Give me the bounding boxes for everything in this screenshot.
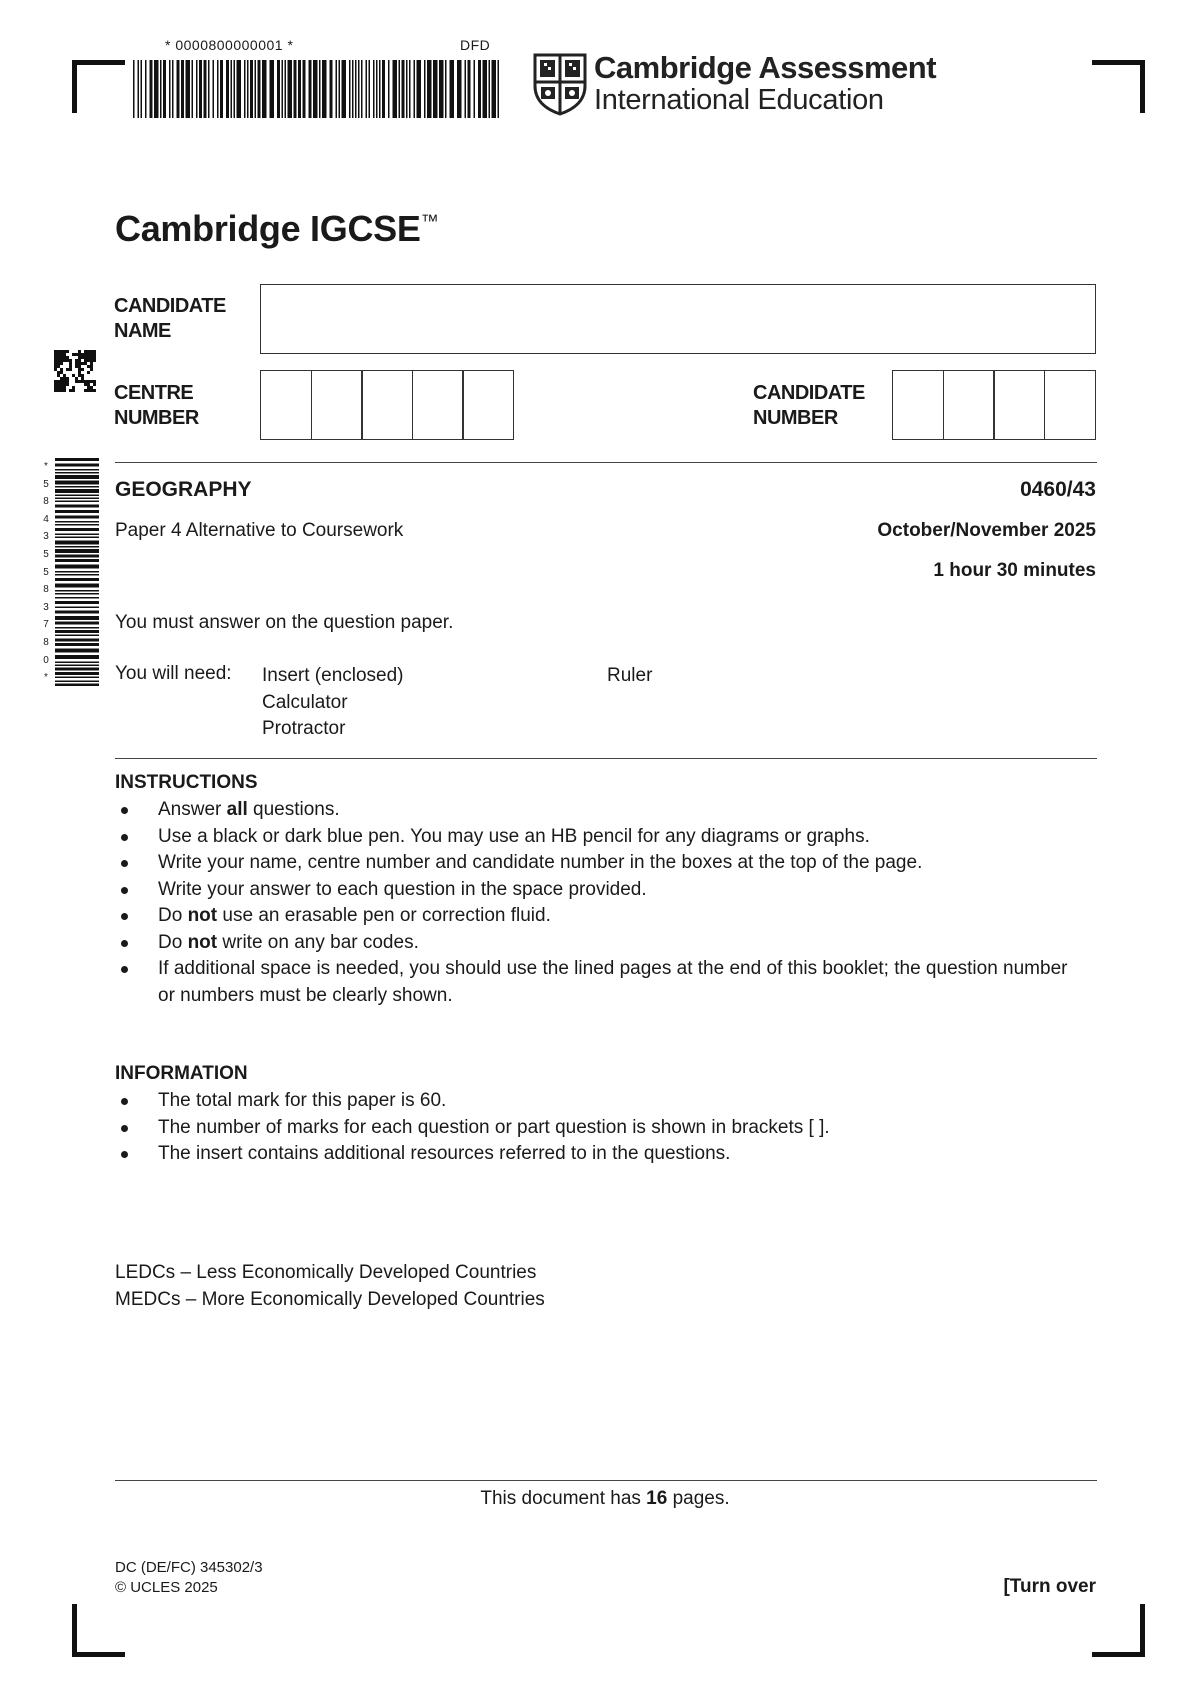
- side-barcode-digit: 4: [43, 513, 49, 525]
- abbreviations: [115, 1260, 545, 1313]
- required-equipment-item: Calculator: [262, 691, 348, 713]
- side-barcode-digit: 5: [43, 548, 49, 560]
- information-list: [115, 1088, 1075, 1168]
- candidate-number-digit-box[interactable]: [993, 370, 1045, 440]
- candidate-name-label: CANDIDATE NAME: [114, 295, 226, 342]
- logo-line-1: Cambridge Assessment: [594, 50, 937, 85]
- candidate-number-digit-box[interactable]: [1044, 370, 1096, 440]
- side-barcode-digit: 3: [43, 601, 49, 613]
- centre-number-digit-box[interactable]: [311, 370, 363, 440]
- required-equipment-item: Insert (enclosed): [262, 665, 404, 686]
- side-barcode-digit: *: [44, 672, 48, 684]
- abbreviation-item: LEDCs – Less Economically Developed Countries: [115, 1262, 537, 1283]
- abbreviation-item: MEDCs – More Economically Developed Countries: [115, 1288, 545, 1310]
- side-barcode-digit: *: [44, 461, 48, 472]
- qr-code: [54, 350, 96, 392]
- need-items-column-2: [607, 663, 652, 690]
- information-item: The total mark for this paper is 60.: [115, 1088, 1075, 1115]
- side-barcode-digit: 8: [43, 636, 49, 648]
- paper-code: 0460/43: [1020, 478, 1096, 501]
- information-heading: INFORMATION: [115, 1063, 248, 1084]
- instruction-item: Use a black or dark blue pen. You may use an HB pencil for any diagrams or graphs.: [115, 824, 1075, 851]
- side-barcode-digit: 5: [43, 566, 49, 578]
- side-barcode-digit: 3: [43, 531, 49, 543]
- subject-name: GEOGRAPHY: [115, 478, 252, 501]
- side-barcode-digit: 5: [43, 478, 49, 490]
- crop-mark-bottom-right: [1092, 1604, 1145, 1657]
- need-label: You will need:: [115, 663, 232, 684]
- crop-mark-bottom-left: [72, 1604, 125, 1657]
- instruction-item: Write your answer to each question in the space provided.: [115, 877, 1075, 904]
- instructions-heading: INSTRUCTIONS: [115, 772, 258, 793]
- paper-title: Paper 4 Alternative to Coursework: [115, 520, 404, 541]
- page-count-note: [0, 1488, 1200, 1510]
- instruction-item: Answer all questions.: [115, 797, 1075, 824]
- divider-bottom: [115, 1480, 1097, 1481]
- candidate-number-digit-box[interactable]: [943, 370, 995, 440]
- barcode-number: * 0000800000001 *: [165, 37, 294, 53]
- side-barcode-digits: [40, 458, 52, 687]
- page-title: [115, 208, 438, 250]
- information-item: The insert contains additional resources referred to in the questions.: [115, 1141, 1075, 1168]
- barcode-code: DFD: [460, 37, 491, 53]
- trademark-symbol: ™: [420, 211, 439, 231]
- instructions-list: [115, 797, 1075, 1009]
- centre-number-digit-box[interactable]: [361, 370, 413, 440]
- candidate-name-box[interactable]: [260, 284, 1096, 354]
- candidate-number-label: CANDIDATE NUMBER: [753, 382, 865, 429]
- exam-duration: 1 hour 30 minutes: [933, 560, 1096, 581]
- need-items-column-1: [262, 663, 404, 743]
- information-item: The number of marks for each question or part question is shown in brackets [ ].: [115, 1115, 1075, 1142]
- document-reference: DC (DE/FC) 345302/3: [115, 1559, 263, 1576]
- logo-line-2: International Education: [594, 84, 884, 116]
- side-barcode-digit: 8: [43, 496, 49, 508]
- page-count-prefix: This document has: [480, 1488, 647, 1509]
- turn-over: [Turn over: [1003, 1576, 1096, 1597]
- instruction-item: Do not use an erasable pen or correction fluid.: [115, 903, 1075, 930]
- centre-number-digit-box[interactable]: [412, 370, 464, 440]
- cambridge-shield-icon: [532, 52, 588, 116]
- copyright: © UCLES 2025: [115, 1579, 218, 1596]
- page-count-suffix: pages.: [667, 1488, 730, 1509]
- exam-session: October/November 2025: [877, 520, 1096, 541]
- logo-wordmark: [594, 52, 936, 116]
- instruction-item: Do not write on any bar codes.: [115, 930, 1075, 957]
- page-count: 16: [646, 1488, 668, 1509]
- side-barcode-digit: 0: [43, 654, 49, 666]
- instruction-item: Write your name, centre number and candidate number in the boxes at the top of the page.: [115, 850, 1075, 877]
- candidate-number-digit-box[interactable]: [892, 370, 944, 440]
- divider-top: [115, 462, 1097, 463]
- side-barcode-digit: 8: [43, 584, 49, 596]
- crop-mark-top-right: [1092, 60, 1145, 113]
- required-equipment-item: Protractor: [262, 718, 346, 739]
- required-equipment-item: Ruler: [607, 665, 653, 686]
- top-barcode: [133, 60, 501, 118]
- title-text: Cambridge IGCSE: [115, 208, 421, 249]
- side-barcode: [55, 458, 99, 688]
- answer-note: You must answer on the question paper.: [115, 612, 454, 633]
- instruction-item: If additional space is needed, you should use the lined pages at the end of this booklet; the question number or numbers must be clearly shown.: [115, 956, 1075, 1009]
- centre-number-digit-box[interactable]: [462, 370, 514, 440]
- divider-middle: [115, 758, 1097, 759]
- side-barcode-digit: 7: [43, 619, 49, 631]
- centre-number-label: CENTRE NUMBER: [114, 382, 199, 429]
- centre-number-digit-box[interactable]: [260, 370, 312, 440]
- crop-mark-top-left: [72, 60, 125, 113]
